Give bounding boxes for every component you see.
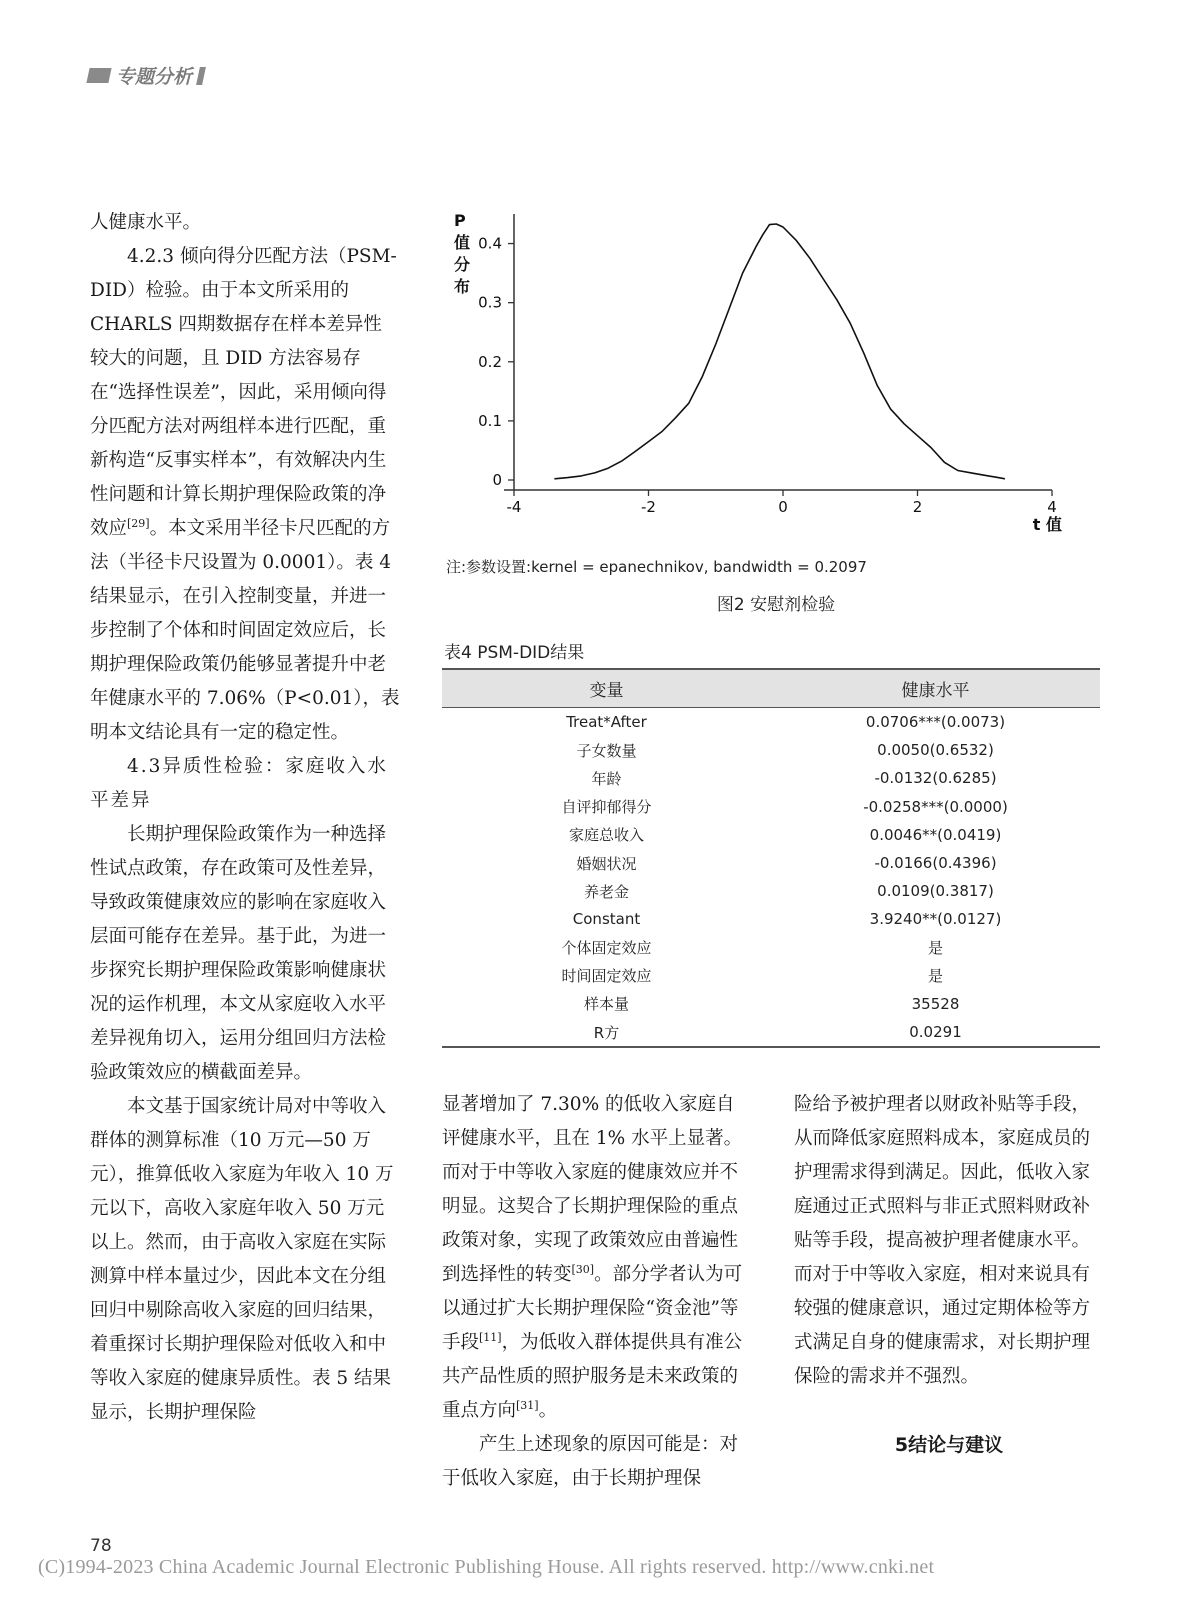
psm-did-table bbox=[442, 668, 1100, 1048]
value-cell: 0.0050(0.6532) bbox=[877, 741, 994, 760]
text-column-middle bbox=[442, 1088, 752, 1496]
table-row bbox=[442, 877, 1100, 905]
y-tick-label: 0.1 bbox=[478, 411, 502, 430]
value-cell: 0.0046**(0.0419) bbox=[869, 825, 1002, 844]
section-header bbox=[88, 62, 204, 89]
section-title: 专题分析 bbox=[116, 66, 193, 88]
x-tick-label: -2 bbox=[641, 498, 656, 516]
section-bar-icon bbox=[196, 67, 206, 85]
value-cell: 0.0109(0.3817) bbox=[877, 882, 994, 901]
paragraph-text: 显著增加了 7.30% 的低收入家庭自评健康水平，且在 1% 水平上显著。而对于中等收入家庭的健康效应并不明显。这契合了长期护理保险的重点政策对象，实现了政策效应由普遍性到选择性的转变 bbox=[442, 1094, 743, 1285]
citation: [31] bbox=[516, 1398, 539, 1412]
variable-cell: Treat*After bbox=[566, 713, 647, 732]
table-row bbox=[442, 962, 1100, 990]
table-row bbox=[442, 934, 1100, 962]
paragraph: 长期护理保险政策作为一种选择性试点政策，存在政策可及性差异，导致政策健康效应的影响在家庭收入层面可能存在差异。基于此，为进一步探究长期护理保险政策影响健康状况的运作机理，本文从家庭收入水平差异视角切入，运用分组回归方法检验政策效应的横截面差异。 bbox=[90, 824, 387, 1083]
x-tick-label: 0 bbox=[778, 498, 788, 516]
paragraph: 本文基于国家统计局对中等收入群体的测算标准（10 万元—50 万元），推算低收入家庭为年收入 10 万元以下，高收入家庭年收入 50 万元以上。然而，由于高收入家庭在实际测算中样本量过少，因此本文在分组回归中剔除高收入家庭的回归结果，着重探讨长期护理保险对低收入和中等收入家庭的健康异质性。表 5 结果显示，长期护理保险 bbox=[90, 1096, 394, 1423]
paragraph-psm-did bbox=[90, 240, 400, 750]
x-tick-label: -4 bbox=[506, 498, 522, 516]
paragraph-text: ，为低收入群体提供具有准公共产品性质的照护服务是未来政策的重点方向 bbox=[442, 1332, 743, 1421]
citation: [30] bbox=[571, 1262, 595, 1276]
value-cell: -0.0258***(0.0000) bbox=[863, 797, 1008, 816]
page-number: 78 bbox=[90, 1536, 112, 1556]
citation: [29] bbox=[127, 516, 150, 530]
column-header: 变量 bbox=[442, 669, 771, 708]
variable-cell: 个体固定效应 bbox=[561, 939, 652, 958]
paragraph: 产生上述现象的原因可能是：对于低收入家庭，由于长期护理保 bbox=[442, 1434, 739, 1489]
y-tick-label: 0.3 bbox=[478, 293, 502, 312]
y-tick-label: 0 bbox=[492, 471, 502, 489]
copyright-notice: (C)1994-2023 China Academic Journal Electronic Publishing House. All rights reserved. http://www.cnki.net bbox=[38, 1556, 935, 1578]
paragraph-text: 。部分学者认为可以通过扩大长期护理保险“资金池”等手段 bbox=[442, 1264, 743, 1353]
variable-cell: 自评抑郁得分 bbox=[561, 798, 652, 817]
paragraph-text: 。 bbox=[538, 1400, 558, 1421]
x-axis-label: t 值 bbox=[1032, 515, 1062, 534]
variable-cell: Constant bbox=[572, 910, 641, 929]
value-cell: 3.9240**(0.0127) bbox=[869, 910, 1002, 929]
density-chart bbox=[448, 208, 1108, 548]
variable-cell: 子女数量 bbox=[576, 741, 637, 760]
paragraph-text: 。本文采用半径卡尺匹配的方法（半径卡尺设置为 0.0001）。表 4 结果显示，在引入控制变量，并进一步控制了个体和时间固定效应后，长期护理保险政策仍能够显著提升中老年健康水平的 7.06%（P<0.01），表明本文结论具有一定的稳定性。 bbox=[90, 518, 400, 743]
value-cell: 0.0706***(0.0073) bbox=[865, 713, 1006, 732]
y-tick-label: 0.4 bbox=[478, 234, 502, 253]
variable-cell: 养老金 bbox=[583, 882, 629, 901]
table-row bbox=[442, 764, 1100, 792]
table-row bbox=[442, 736, 1100, 764]
value-cell: 0.0291 bbox=[771, 1018, 1100, 1047]
figure-caption: 图2 安慰剂检验 bbox=[716, 595, 836, 615]
value-cell: -0.0132(0.6285) bbox=[874, 769, 997, 788]
y-axis-label-char: P bbox=[454, 211, 466, 230]
table-row bbox=[442, 990, 1100, 1018]
y-axis-label-char: 布 bbox=[454, 277, 471, 296]
variable-cell: 时间固定效应 bbox=[561, 967, 652, 986]
paragraph: 险给予被护理者以财政补贴等手段，从而降低家庭照料成本，家庭成员的护理需求得到满足。因此，低收入家庭通过正式照料与非正式照料财政补贴等手段，提高被护理者健康水平。而对于中等收入家庭，相对来说具有较强的健康意识，通过定期体检等方式满足自身的健康需求，对长期护理保险的需求并不强烈。 bbox=[794, 1094, 1091, 1387]
table-row bbox=[442, 1018, 1100, 1047]
y-tick-label: 0.2 bbox=[478, 352, 502, 371]
subsection-heading: 4.3异质性检验：家庭收入水平差异 bbox=[90, 756, 388, 811]
table-header-row bbox=[442, 669, 1100, 708]
x-tick-label: 4 bbox=[1047, 498, 1057, 516]
variable-cell: 年龄 bbox=[591, 769, 622, 788]
text-column-right bbox=[794, 1088, 1104, 1462]
paragraph bbox=[442, 1088, 752, 1428]
table-row bbox=[442, 821, 1100, 849]
variable-cell: 家庭总收入 bbox=[568, 826, 644, 845]
value-cell: 是 bbox=[927, 939, 943, 958]
variable-cell: 婚姻状况 bbox=[576, 854, 637, 873]
table-row bbox=[442, 708, 1100, 737]
table-row bbox=[442, 905, 1100, 933]
table-row bbox=[442, 849, 1100, 877]
spacer bbox=[794, 1394, 1104, 1428]
y-axis-label-char: 值 bbox=[454, 233, 471, 252]
table-row bbox=[442, 793, 1100, 821]
section-marker-icon bbox=[86, 68, 111, 83]
paragraph: 人健康水平。 bbox=[90, 212, 202, 233]
paragraph-text: 4.2.3 倾向得分匹配方法（PSM-DID）检验。由于本文所采用的 CHARLS 四期数据存在样本差异性较大的问题，且 DID 方法容易存在“选择性误差”，因此，采用倾向得分匹配方法对两组样本进行匹配，重新构造“反事实样本”，有效解决内生性问题和计算长期护理保险政策的净效应 bbox=[90, 246, 397, 539]
density-curve bbox=[554, 224, 1005, 479]
value-cell: 是 bbox=[927, 967, 943, 986]
variable-cell: R方 bbox=[442, 1018, 771, 1047]
citation: [11] bbox=[479, 1330, 502, 1344]
x-tick-label: 2 bbox=[912, 498, 923, 516]
figure-note: 注:参数设置:kernel = epanechnikov, bandwidth = 0.2097 bbox=[446, 558, 867, 576]
table-title: 表4 PSM-DID结果 bbox=[444, 643, 585, 663]
variable-cell: 样本量 bbox=[583, 995, 629, 1014]
text-column-left bbox=[90, 206, 400, 1430]
y-axis-label-char: 分 bbox=[454, 255, 471, 274]
value-cell: -0.0166(0.4396) bbox=[874, 854, 997, 873]
column-header: 健康水平 bbox=[771, 669, 1100, 708]
placebo-test-figure bbox=[448, 208, 1108, 560]
value-cell: 35528 bbox=[911, 994, 960, 1013]
section-heading: 5结论与建议 bbox=[894, 1434, 1004, 1456]
